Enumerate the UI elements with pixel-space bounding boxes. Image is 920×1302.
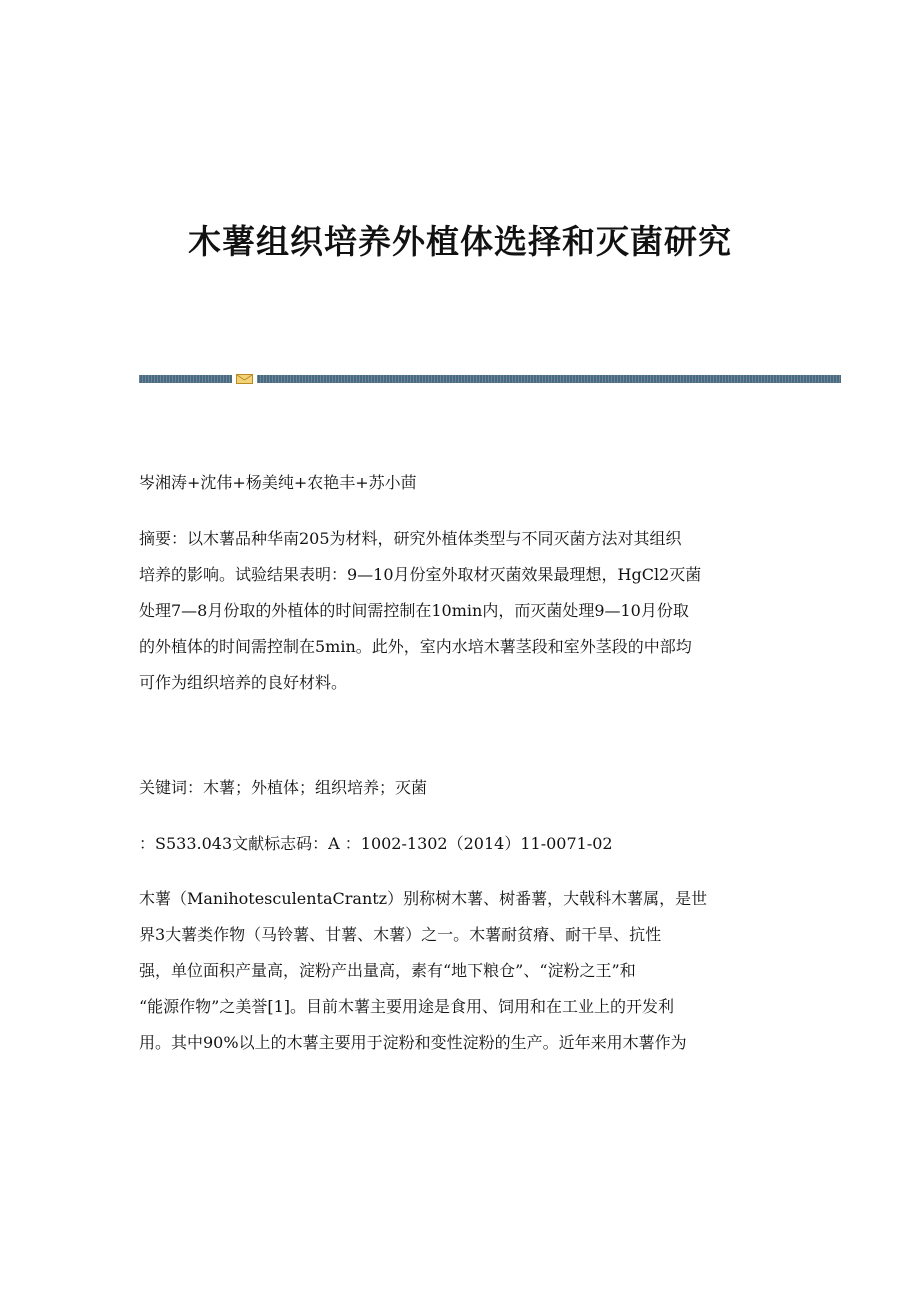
abstract-line: 培养的影响。试验结果表明：9—10月份室外取材灭菌效果最理想，HgCl2灭菌 [139,565,702,584]
body-line: 用。其中90%以上的木薯主要用于淀粉和变性淀粉的生产。近年来用木薯作为 [139,1033,687,1052]
keywords-text: 关键词：木薯；外植体；组织培养；灭菌 [139,778,428,797]
abstract-line: 的外植体的时间需控制在5min。此外，室内水培木薯茎段和室外茎段的中部均 [139,637,692,656]
body-line: “能源作物”之美誉[1]。目前木薯主要用途是食用、饲用和在工业上的开发利 [139,997,675,1016]
abstract-line: 可作为组织培养的良好材料。 [139,673,348,692]
classification-line [139,826,779,862]
divider-bar-left [139,375,232,383]
body-line: 界3大薯类作物（马铃薯、甘薯、木薯）之一。木薯耐贫瘠、耐干旱、抗性 [139,925,662,944]
authors-text: 岑湘涛+沈伟+杨美纯+农艳丰+苏小茴 [139,473,417,492]
author-line [139,465,779,501]
body-paragraph [139,881,779,1061]
divider-ornament-icon [236,374,253,384]
divider-bar-right [257,375,841,383]
body-line: 木薯（ManihotesculentaCrantz）别称树木薯、树番薯，大戟科木薯属，是世 [139,889,708,908]
abstract-paragraph [139,521,779,701]
body-line: 强，单位面积产量高，淀粉产出量高，素有“地下粮仓”、“淀粉之王”和 [139,961,636,980]
classification-text: ：S533.043文献标志码：A ：1002-1302（2014）11-0071-02 [139,834,613,853]
abstract-line: 摘要：以木薯品种华南205为材料，研究外植体类型与不同灭菌方法对其组织 [139,529,682,548]
abstract-line: 处理7—8月份取的外植体的时间需控制在10min内，而灭菌处理9—10月份取 [139,601,689,620]
keywords-line [139,770,779,806]
page-title: 木薯组织培养外植体选择和灭菌研究 [188,222,732,261]
title-divider [139,374,841,384]
